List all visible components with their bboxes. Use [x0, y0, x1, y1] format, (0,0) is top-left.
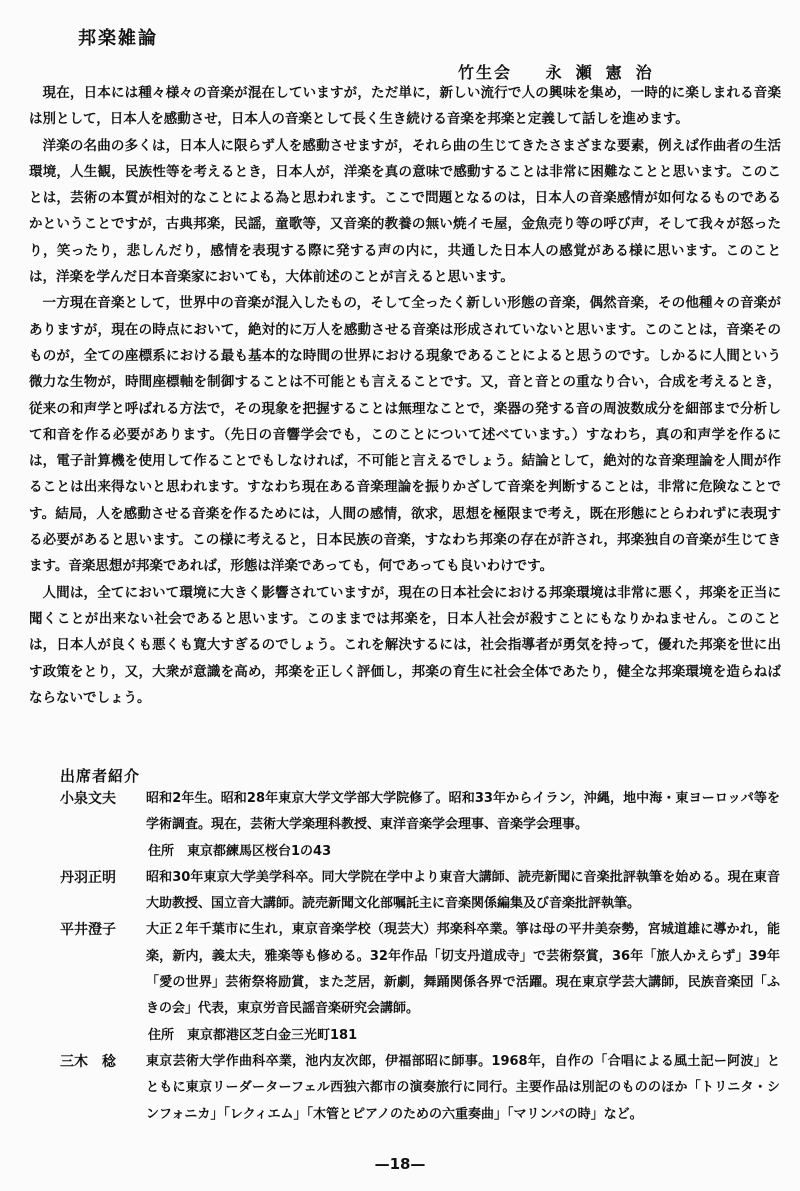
attendee-list [60, 786, 780, 1128]
attendee-name: 平井澄子 [60, 922, 116, 939]
attendee-name: 小泉文夫 [60, 791, 116, 807]
author-organization: 竹生会 [458, 63, 513, 82]
attendee-bio-text: 大正２年千葉市に生れ，東京音楽学校（現芸大）邦楽科卒業。箏は母の平井美奈勢，宮城道雄に導かれ，能楽，新内，義太夫，雅楽等も修める。32年作品「切支丹道成寺」で芸術祭賞，36年「旅人かえらず」39年「愛の世界」芸術祭将励賞，また芝居，新劇，舞踊関係各界で活躍。現在東京学芸大講師，民族音楽団「ふきの会」代表，東京労音民謡音楽研究会講師。 [146, 922, 780, 1017]
attendee-bio [146, 1049, 780, 1128]
attendee-name: 三木 稔 [60, 1053, 116, 1070]
article-title: 邦楽雑論 [78, 28, 158, 49]
attendee-bio-text: 昭和2年生。昭和28年東京大学文学部大学院修了。昭和33年からイラン，沖縄，地中海・東ヨーロッパ等を学術調査。現在，芸術大学楽理科教授、東洋音楽学会理事、音楽学会理事。 [146, 791, 780, 833]
essay-paragraph: 一方現在音楽として，世界中の音楽が混入したもの，そして全ったく新しい形態の音楽，偶然音楽，その他種々の音楽がありますが，現在の時点において，絶対的に万人を感動させる音楽は形成されていないと思います。このことは，音楽そのものが，全ての座標系における最も基本的な時間の世界における現象であることによると思うのです。しかるに人間という微力な生物が，時間座標軸を制御することは不可能とも言えることです。又，音と音との重なり合い，合成を考えるとき，従来の和声学と呼ばれる方法で，その現象を把握することは無理なことで，楽器の発する音の周波数成分を細部まで分析して和音を作る必要があります。（先日の音響学会でも，このことについて述べています。）すなわち，真の和声学を作るには，電子計算機を使用して作ることでもしなければ，不可能と言えるでしょう。結論として，絶対的な音楽理論を人間が作ることは出来得ないと思われます。すなわち現在ある音楽理論を振りかざして音楽を判断することは，非常に危険なことです。結局，人を感動させる音楽を作るためには，人間の感情，欲求，思想を極限まで考え，既在形態にとらわれずに表現する必要があると思います。この様に考えると，日本民族の音楽，すなわち邦楽の存在が許され，邦楽独自の音楽が生じてきます。音楽思想が邦楽であれば，形態は洋楽であっても，何であっても良いわけです。 [29, 295, 781, 575]
essay-paragraph: 現在，日本には種々様々の音楽が混在していますが，ただ単に，新しい流行で人の興味を集め，一時的に楽しまれる音楽は別として，日本人を感動させ，日本人の音楽として長く生き続ける音楽を邦楽と定義して話しを進めます。 [29, 85, 781, 128]
attendee-entry [60, 917, 780, 1048]
page-number: —18— [374, 1155, 426, 1173]
attendee-bio-text: 昭和30年東京大学美学科卒。同大学院在学中より東音大講師、読売新聞に音楽批評執筆を始める。現在東音大助教授、国立音大講師。読売新聞文化部嘱託主に音楽関係編集及び音楽批評執筆。 [146, 869, 780, 912]
essay-body [29, 80, 781, 711]
attendee-bio [146, 917, 780, 1048]
attendees-heading: 出席者紹介 [60, 767, 141, 785]
attendee-name: 丹羽正明 [60, 869, 116, 886]
attendee-address: 住所 東京都練馬区桜台1の43 [148, 843, 332, 859]
essay-paragraph: 洋楽の名曲の多くは，日本人に限らず人を感動させますが，それら曲の生じてきたさまざまな要素，例えば作曲者の生活環境，人生観，民族性等を考えるとき，日本人が，洋楽を真の意味で感動することは非常に困難なことと思います。このことは，芸術の本質が相対的なことによる為と思われます。ここで問題となるのは，日本人の音楽感情が如何なるものであるかということですが，古典邦楽，民謡，童歌等，又音楽的教養の無い焼イモ屋，金魚売り等の呼び声，そして我々が怒ったり，笑ったり，悲しんだり，感情を表現する際に発する声の内に，共通した日本人の感覚がある様に思います。このことは，洋楽を学んだ日本音楽家においても，大体前述のことが言えると思います。 [29, 137, 781, 286]
attendee-entry [60, 786, 780, 865]
attendee-bio-text: 東京芸術大学作曲科卒業，池内友次郎，伊福部昭に師事。1968年，自作の「合唱による風土記ー阿波」とともに東京リーダーターフェル西独六都市の演奏旅行に同行。主要作品は別記のもののほか「トリニタ・シンフォニカ」「レクィエム」「木管とピアノのための六重奏曲」「マリンバの時」など。 [146, 1053, 780, 1122]
essay-paragraph: 人間は，全てにおいて環境に大きく影響されていますが，現在の日本社会における邦楽環境は非常に悪く，邦楽を正当に聞くことが出来ない社会であると思います。このままでは邦楽を，日本人社会が殺すことにもなりかねません。このことは，日本人が良くも悪くも寛大すぎるのでしょう。これを解決するには，社会指導者が勇気を持って，優れた邦楽を世に出す政策をとり，又，大衆が意識を高め，邦楽を正しく評価し，邦楽の育生に社会全体であたり，健全な邦楽環境を造らねばならないでしょう。 [29, 584, 781, 706]
author-name: 永瀬憲治 [545, 63, 666, 82]
attendee-address: 住所 東京都港区芝白金三光町181 [148, 1027, 358, 1043]
attendee-bio [146, 865, 780, 918]
attendee-entry [60, 1049, 780, 1128]
attendee-entry [60, 865, 780, 918]
attendee-bio [146, 786, 780, 865]
